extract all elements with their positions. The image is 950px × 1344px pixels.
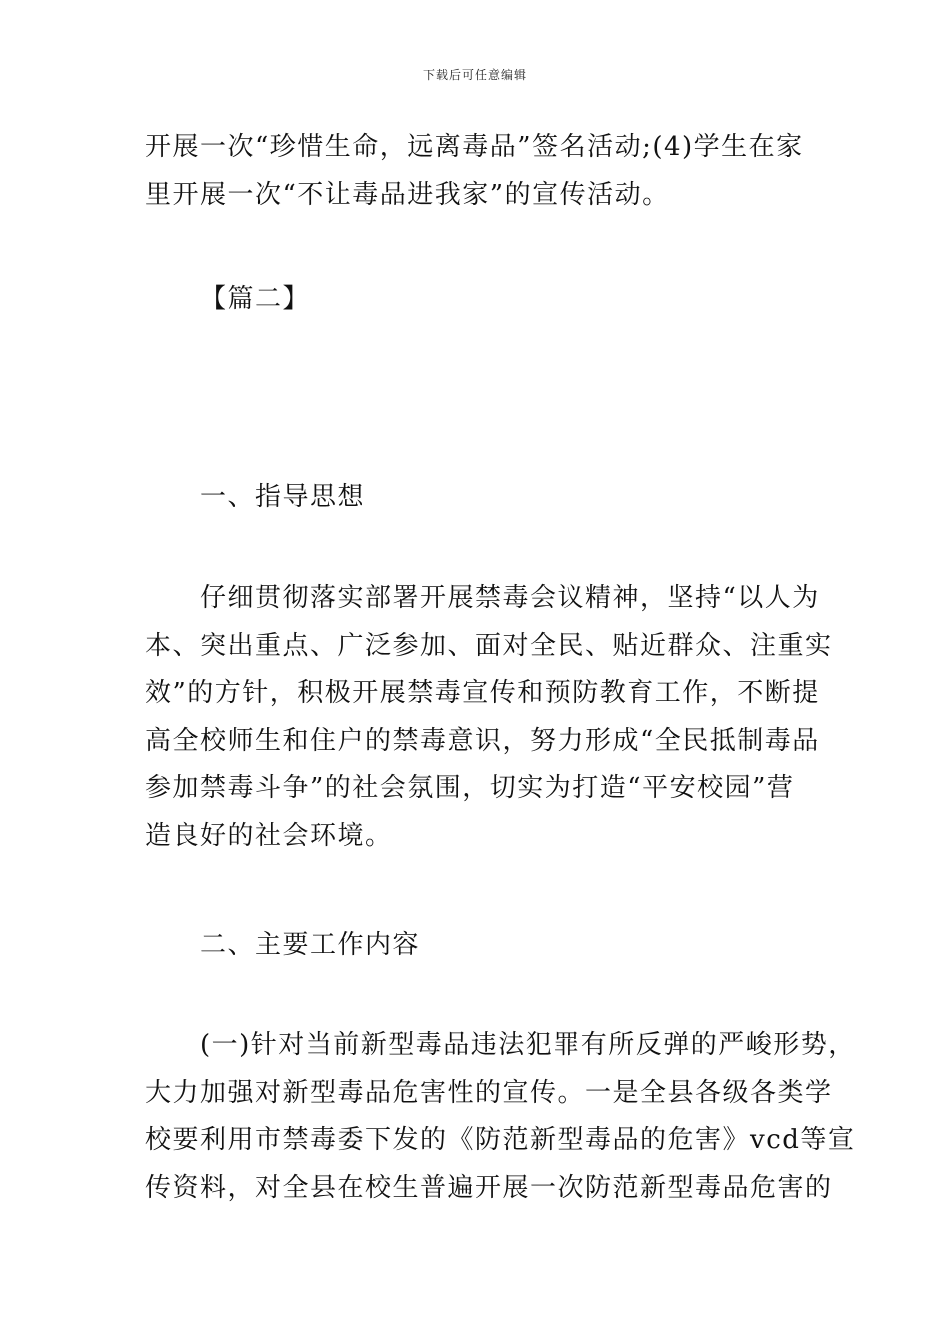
text-line: (一)针对当前新型毒品违法犯罪有所反弹的严峻形势， — [200, 1030, 856, 1060]
heading-text: 二、主要工作内容 — [200, 930, 421, 960]
paragraph-main-work — [145, 1022, 856, 1212]
text-line: 大力加强对新型毒品危害性的宣传。一是全县各级各类学 — [145, 1077, 833, 1108]
section-label — [145, 276, 815, 324]
text-line: 校要利用市禁毒委下发的《防范新型毒品的危害》vcd等宣 — [145, 1125, 856, 1155]
page-header-note: 下载后可任意编辑 — [422, 68, 527, 82]
text-line: 高全校师生和住户的禁毒意识，努力形成“全民抵制毒品 — [145, 725, 820, 756]
text-line: 参加禁毒斗争”的社会氛围，切实为打造“平安校园”营 — [145, 773, 795, 803]
text-line: 效”的方针，积极开展禁毒宣传和预防教育工作，不断提 — [145, 678, 820, 708]
part-label: 【篇二】 — [200, 284, 311, 314]
paragraph-guiding-ideology — [145, 575, 833, 860]
text-line: 仔细贯彻落实部署开展禁毒会议精神，坚持“以人为 — [200, 583, 820, 613]
heading-text: 一、指导思想 — [200, 482, 366, 512]
text-line: 造良好的社会环境。 — [145, 820, 393, 851]
heading-guiding-ideology — [145, 474, 815, 522]
text-line: 开展一次“珍惜生命，远离毒品”签名活动;(4)学生在家 — [145, 132, 804, 162]
paragraph-continuation — [145, 124, 815, 219]
heading-main-work — [145, 922, 815, 970]
text-line: 本、突出重点、广泛参加、面对全民、贴近群众、注重实 — [145, 630, 833, 661]
text-line: 传资料，对全县在校生普遍开展一次防范新型毒品危害的 — [145, 1172, 833, 1203]
text-line: 里开展一次“不让毒品进我家”的宣传活动。 — [145, 179, 670, 210]
